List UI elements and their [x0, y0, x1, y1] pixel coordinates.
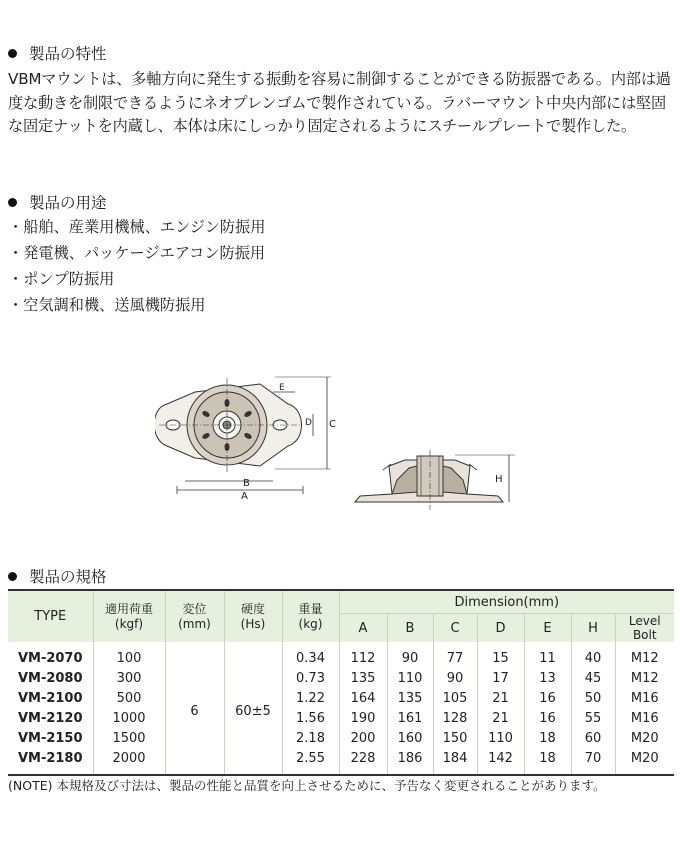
mount-drawing — [155, 370, 525, 515]
bullet-dot-icon — [8, 198, 17, 207]
spec-heading — [8, 565, 107, 587]
col-header-load: 適用荷重 (kgf) — [93, 590, 165, 642]
dim-label-a: A — [241, 491, 248, 502]
displacement-cell: 6 — [165, 642, 224, 775]
col-header-weight: 重量 (kg) — [282, 590, 339, 642]
features-heading — [8, 42, 107, 64]
col-header-b: B — [387, 614, 433, 643]
list-item: ・ポンプ防振用 — [8, 270, 115, 288]
table-row: VM-2080 300 0.73 135 110 90 17 13 45 M12 — [8, 668, 674, 688]
bullet-dot-icon — [8, 572, 17, 581]
col-header-hardness: 硬度 (Hs) — [224, 590, 282, 642]
spec-table — [8, 589, 674, 776]
spec-note: (NOTE) 本規格及び寸法は、製品の性能と品質を向上させるために、予告なく変更されることがあります。 — [8, 778, 606, 793]
col-header-h: H — [571, 614, 615, 643]
col-header-e: E — [524, 614, 571, 643]
uses-heading-label: 製品の用途 — [29, 194, 107, 212]
features-heading-label: 製品の特性 — [29, 45, 107, 63]
uses-heading — [8, 191, 107, 213]
features-text: VBMマウントは、多軸方向に発生する振動を容易に制御することができる防振器である。内部は過度な動きを制限できるようにネオプレンゴムで製作されている。ラバーマウント中央内部には堅固な固定ナットを内蔵し、本体は床にしっかり固定されるようにスチールプレートで製作した。 — [8, 70, 671, 135]
hardness-cell: 60±5 — [224, 642, 282, 775]
uses-list — [8, 214, 265, 318]
dim-label-d: D — [305, 418, 312, 428]
col-header-d: D — [477, 614, 524, 643]
col-header-c: C — [433, 614, 477, 643]
list-item: ・船舶、産業用機械、エンジン防振用 — [8, 218, 266, 236]
list-item: ・空気調和機、送風機防振用 — [8, 296, 206, 314]
dim-label-e: E — [279, 383, 285, 393]
table-row: VM-2120 1000 1.56 190 161 128 21 16 55 M16 — [8, 708, 674, 728]
top-view — [155, 377, 331, 494]
table-row: VM-2100 500 1.22 164 135 105 21 16 50 M16 — [8, 688, 674, 708]
side-view — [355, 450, 515, 510]
col-header-dimension: Dimension(mm) — [339, 590, 674, 614]
col-header-a: A — [339, 614, 387, 643]
col-header-displacement: 変位 (mm) — [165, 590, 224, 642]
table-row: VM-2150 1500 2.18 200 160 150 110 18 60 M20 — [8, 728, 674, 748]
list-item: ・発電機、パッケージエアコン防振用 — [8, 244, 266, 262]
dim-label-h: H — [495, 474, 503, 485]
col-header-level-bolt: Level Bolt — [615, 614, 674, 643]
col-header-type: TYPE — [8, 590, 93, 642]
dim-label-c: C — [329, 419, 336, 430]
dim-label-b: B — [243, 478, 250, 489]
spec-heading-label: 製品の規格 — [29, 568, 107, 586]
table-row: VM-2070 100 6 60±5 0.34 112 90 77 15 11 40 M12 — [8, 642, 674, 668]
table-row: VM-2180 2000 2.55 228 186 184 142 18 70 M20 — [8, 748, 674, 775]
bullet-dot-icon — [8, 49, 17, 58]
